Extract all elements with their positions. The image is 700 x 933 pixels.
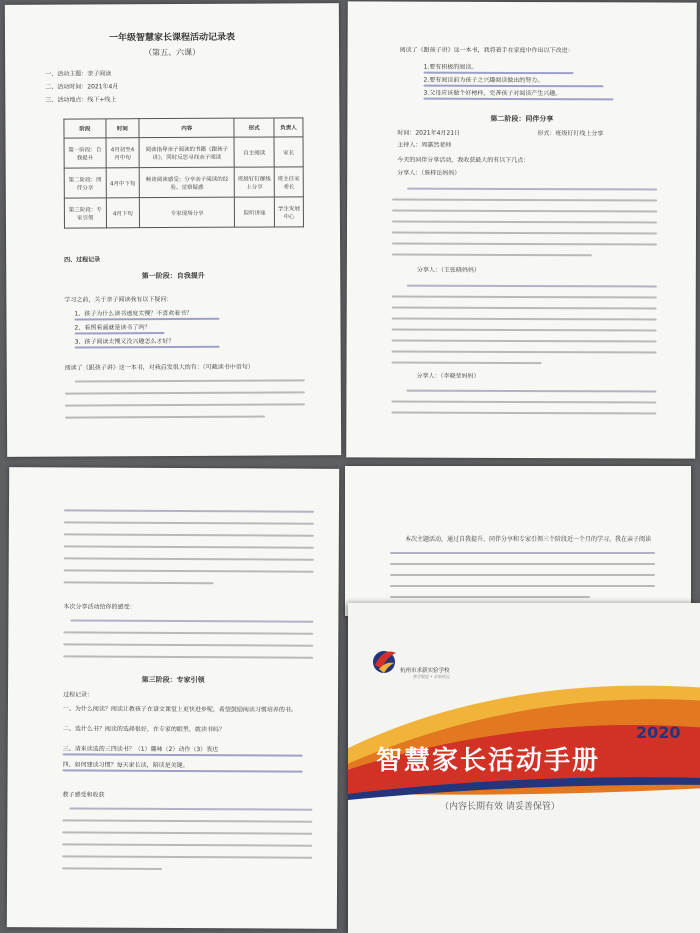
handwriting-underline [423,85,603,88]
table-row [64,167,303,198]
text-line [392,340,657,343]
sharer-label: 分享人：（王张晓妈妈） [416,266,480,274]
session-form: 形式：班级钉钉线上分享 [537,130,604,138]
handwriting-underline [63,769,303,772]
text-line [392,210,657,213]
qa-item: 一、为什么阅读？阅读让教孩子在语文课堂上更快进步呢，希望鼓励阅读习惯培养的书。 [62,705,297,714]
table-cell: 4月中下旬 [106,168,140,198]
handbook-cover [348,603,700,933]
table-row [64,137,303,168]
qa-item: 三、请来读选的三四读书？（1）趣味（2）动作（3）表达 [62,745,219,754]
record-sheet-page-2 [346,1,697,458]
activity-time: 二、活动时间：2021年4月 [45,83,119,91]
page-subtitle: （第五、六课） [144,47,201,58]
text-line [392,232,657,235]
session-time: 时间：2021年4月21日 [397,129,461,137]
school-logo-icon [370,645,400,677]
text-line [63,643,313,646]
stage-heading: 第二阶段：同伴分享 [490,114,554,124]
handwriting-underline [423,98,613,101]
process-heading: 过程记录： [62,691,94,699]
record-sheet-page-1 [5,3,341,457]
text-line [64,569,314,572]
table-header-cell: 时间 [106,119,140,138]
text-line [392,318,657,321]
text-line [75,379,305,382]
table-cell: 院听讲座 [235,197,275,227]
table-cell: 班主任家委长 [274,167,303,197]
table-cell: 专家现场分享 [140,197,235,227]
text-line [65,403,305,406]
text-line [70,619,313,622]
improvement-item: 3.父母应该做个好榜样，完善孩子对阅读产生兴趣。 [423,89,562,98]
section-heading: 四、过程记录 [64,256,101,264]
text-line [62,819,312,822]
question-intro: 学习之前，关于亲子阅读我有以下疑问： [64,296,173,304]
text-line [392,199,657,202]
stage-heading: 第三阶段：专家引领 [141,675,205,685]
handwriting-underline [74,318,219,321]
text-line [392,296,657,299]
text-line [64,533,314,536]
text-line [69,807,312,810]
table-cell: 自主阅读 [234,137,274,167]
text-line [392,329,657,332]
text-line [64,581,214,584]
question-item: 1、孩子为什么读书速度太慢？不喜欢看书？ [74,309,193,318]
sharer-label: 分享人：（李晓莹妈妈） [416,372,480,380]
feelings-prompt: 本次分享活动给你的感受： [63,603,136,611]
text-line [62,843,312,846]
text-line [391,401,656,404]
qa-item: 二、选什么书？阅读的选择很好，在专家的眼里，就读书吗？ [62,725,225,734]
text-line [390,596,590,598]
text-line [392,254,592,257]
text-line [390,585,655,587]
question-item: 3、孩子阅读太慢又没兴趣怎么才好？ [74,337,175,346]
table-cell: 4月下旬 [106,198,140,228]
table-cell: 家长 [274,137,303,167]
text-line [62,831,312,834]
text-line [64,521,314,524]
handwriting-underline [63,753,303,756]
text-line [391,412,656,415]
text-line [407,285,657,288]
handbook-year: 2020 [636,723,681,742]
text-line [62,867,162,870]
text-line [392,243,657,246]
text-line [64,557,314,560]
page-title: 一年级智慧家长课程活动记录表 [108,32,236,44]
record-sheet-page-4 [345,466,691,616]
table-cell: 阅读指导亲子阅读的书籍《跟孩子讲》，同时反思寻找亲子阅读 [139,137,234,167]
text-line [65,391,305,394]
improvement-item: 1.要有积极的阅读。 [423,63,478,71]
text-line [63,631,313,634]
text-line [64,509,314,512]
text-line [392,221,657,224]
table-cell: 4月初至4月中旬 [106,138,140,168]
text-line [64,545,314,548]
table-cell: 第一阶段：自我提升 [64,138,106,168]
session-host: 主持人：周嘉然老师 [397,141,452,149]
text-line [65,416,265,419]
table-header-cell: 内容 [139,118,234,137]
table-cell: 第三阶段：专家引领 [64,198,106,228]
handwriting-underline [75,346,220,349]
table-row [64,197,303,228]
text-line [407,188,657,191]
improvement-intro: 阅读了《跟孩子讲》这一本书，我将着手在家庭中作出以下改进： [399,46,574,55]
harvest-heading: 教子感受和收获 [62,791,105,799]
text-line [63,655,313,658]
school-name: 杭州市求新实验学校 [400,668,450,674]
question-item: 2、看图看画就是读书了吗？ [74,324,151,332]
table-cell: 班级钉钉群线上分享 [234,167,274,197]
table-header-row [64,118,303,138]
handbook-title: 智慧家长活动手册 [376,746,601,776]
text-line [406,390,656,393]
text-line [392,307,657,310]
stage-heading: 第一阶段：自我提升 [141,271,205,281]
improvement-item: 2.要有阅读前为孩子之兴趣阅读做出的努力。 [423,76,544,85]
text-line [390,563,655,565]
text-line [392,362,542,365]
text-line [62,855,312,858]
activity-location: 三、活动地点：线下+线上 [45,96,117,104]
text-line [390,574,655,576]
handbook-note: （内容长期有效 请妥善保管） [440,802,560,812]
table-cell: 畅谈阅读感受；分享亲子阅读的经验、觉察疑惑 [139,167,234,197]
table-header-cell: 形式 [234,118,274,137]
activity-theme: 一、活动主题：亲子阅读 [45,70,112,78]
table-cell: 学生发展中心 [274,197,303,227]
handwriting-underline [75,332,165,334]
text-line [392,351,657,354]
handwriting-underline [424,72,574,75]
schedule-table [63,117,304,228]
school-motto: 善学敏思 • 求新致远 [413,674,450,679]
table-cell: 第二阶段：同伴分享 [64,168,106,198]
text-line [390,552,655,554]
table-header-cell: 负责人 [274,118,303,137]
qa-item: 四、如何建读习惯？每天家长读，陪读是关键。 [62,761,189,770]
share-intro: 今天的同伴分享活动，我收获最大的有以下几点： [397,156,530,165]
table-header-cell: 阶段 [64,119,106,138]
summary-intro: 本次主题活动，通过自我提升、同伴分享和专家引领三个阶段近一个月的学习，我在亲子阅读 [405,536,652,543]
sharer-label: 分享人：（詹梓岳妈妈） [397,169,461,177]
record-sheet-page-3 [7,467,339,929]
reading-note: 阅读了《跟孩子讲》这一本书，对我启发很大的有：（可截读书中语句） [64,363,254,372]
